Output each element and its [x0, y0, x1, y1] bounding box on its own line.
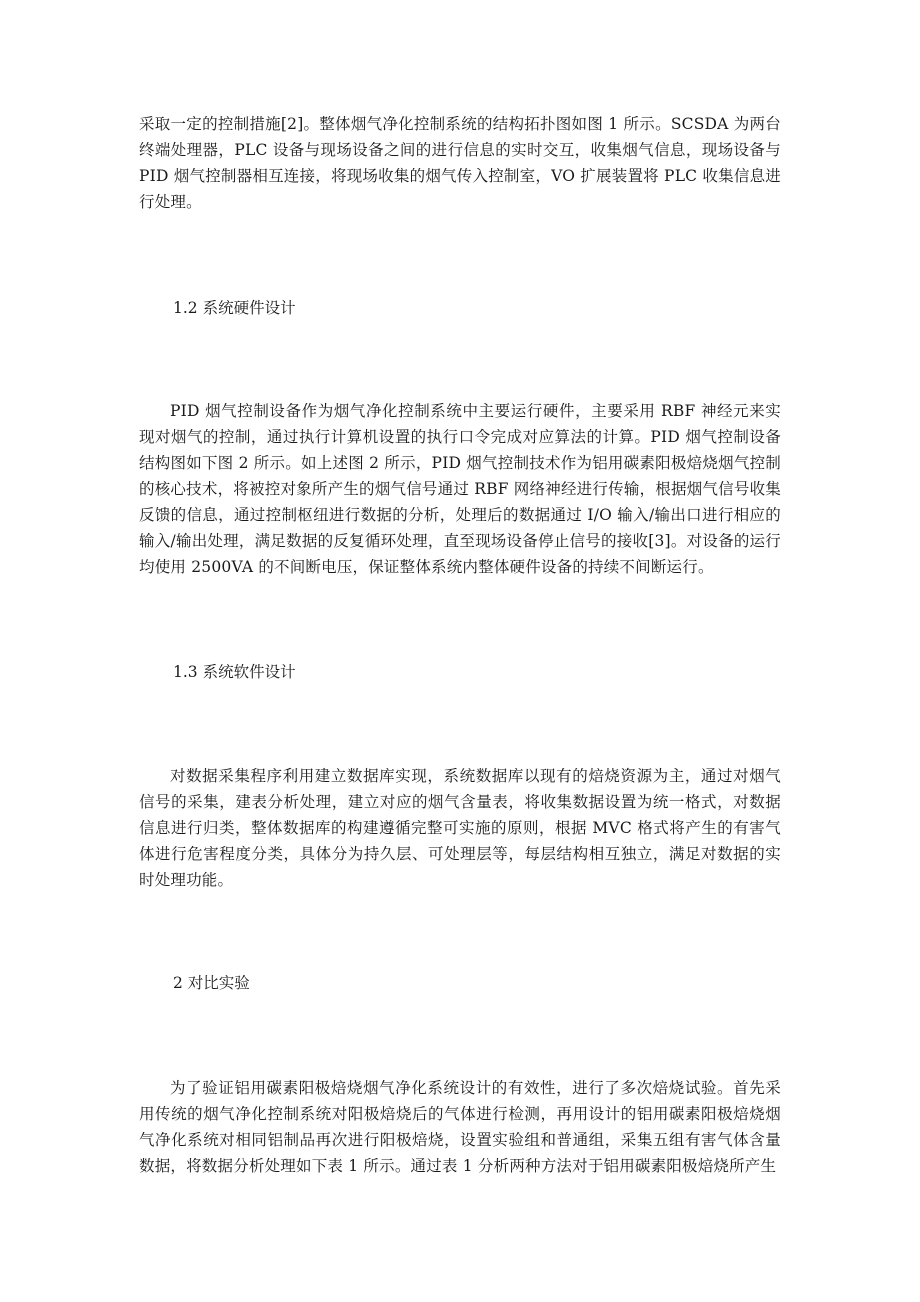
- paragraph-hardware-design: PID 烟气控制设备作为烟气净化控制系统中主要运行硬件，主要采用 RBF 神经元来实现对烟气的控制，通过执行计算机设置的执行口令完成对应算法的计算。PID 烟气控制设备结构图如下图 2 所示。如上述图 2 所示，PID 烟气控制技术作为铝用碳素阳极焙烧烟气控制的核心技术，将被控对象所产生的烟气信号通过 RBF 网络神经进行传输，根据烟气信号收集反馈的信息，通过控制枢纽进行数据的分析，处理后的数据通过 I/O 输入/输出口进行相应的输入/输出处理，满足数据的反复循环处理，直至现场设备停止信号的接收[3]。对设备的运行均使用 2500VA 的不间断电压，保证整体系统内整体硬件设备的持续不间断运行。: [139, 402, 781, 576]
- section-heading-software: 1.3 系统软件设计: [173, 663, 296, 681]
- section-heading-experiment: 2 对比实验: [173, 974, 250, 992]
- paragraph-control-measures: 采取一定的控制措施[2]。整体烟气净化控制系统的结构拓扑图如图 1 所示。SCSDA 为两台终端处理器，PLC 设备与现场设备之间的进行信息的实时交互，收集烟气信息，现场设备与 PID 烟气控制器相互连接，将现场收集的烟气传入控制室，VO 扩展装置将 PLC 收集信息进行处理。: [139, 115, 781, 211]
- paragraph-experiment: 为了验证铝用碳素阳极焙烧烟气净化系统设计的有效性，进行了多次焙烧试验。首先采用传统的烟气净化控制系统对阳极焙烧后的气体进行检测，再用设计的铝用碳素阳极焙烧烟气净化系统对相同铝制品再次进行阳极焙烧，设置实验组和普通组，采集五组有害气体含量数据，将数据分析处理如下表 1 所示。通过表 1 分析两种方法对于铝用碳素阳极焙烧所产生: [139, 1079, 781, 1175]
- section-heading-hardware: 1.2 系统硬件设计: [173, 299, 296, 317]
- paragraph-software-design: 对数据采集程序利用建立数据库实现，系统数据库以现有的焙烧资源为主，通过对烟气信号的采集，建表分析处理，建立对应的烟气含量表，将收集数据设置为统一格式，对数据信息进行归类，整体数据库的构建遵循完整可实施的原则，根据 MVC 格式将产生的有害气体进行危害程度分类，具体分为持久层、可处理层等，每层结构相互独立，满足对数据的实时处理功能。: [139, 767, 781, 889]
